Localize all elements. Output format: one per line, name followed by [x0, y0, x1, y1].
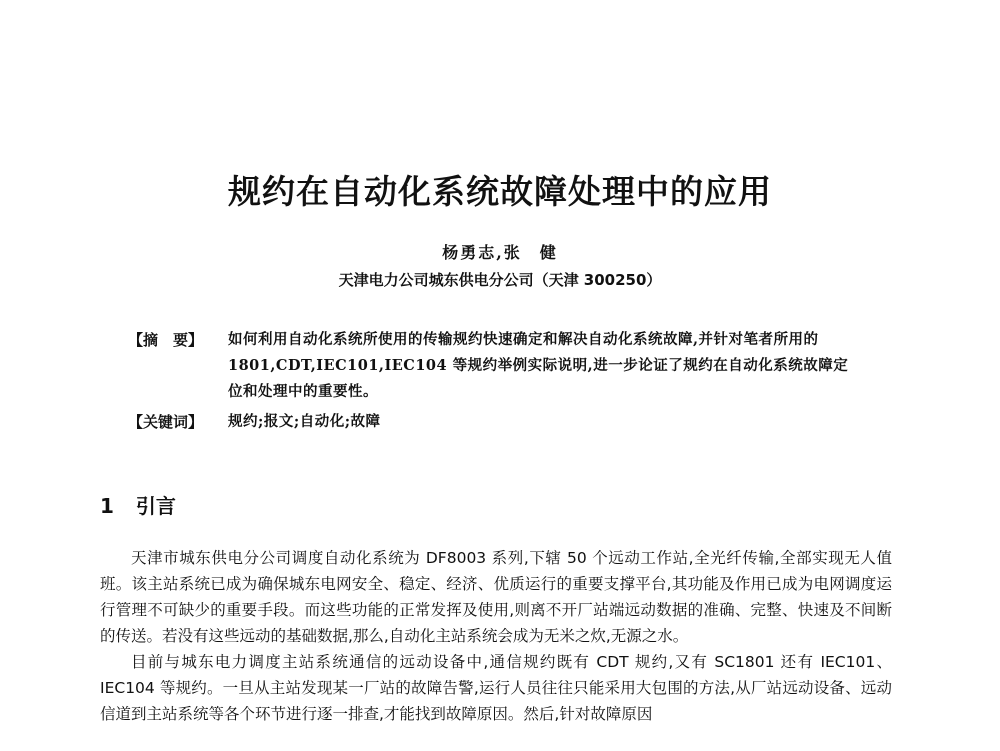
paper-title: 规约在自动化系统故障处理中的应用 [228, 172, 772, 211]
section-heading [100, 490, 176, 519]
body-text [100, 545, 892, 727]
section-title: 引言 [135, 494, 176, 518]
paper-authors: 杨勇志,张 健 [442, 243, 558, 262]
paragraph: 天津市城东供电分公司调度自动化系统为 DF8003 系列,下辖 50 个远动工作站,全光纤传输,全部实现无人值班。该主站系统已成为确保城东电网安全、稳定、经济、优质运行的重要支撑平台,其功能及作用已成为电网调度运行管理不可缺少的重要手段。而这些功能的正常发挥及使用,则离不开厂站端远动数据的准确、完整、快速及不间断的传送。若没有这些远动的基础数据,那么,自动化主站系统会成为无米之炊,无源之水。 [100, 549, 892, 645]
abstract-label: 【摘 要】 [128, 331, 204, 349]
paper-affiliation: 天津电力公司城东供电分公司（天津 300250） [338, 271, 662, 289]
keywords-label: 【关键词】 [128, 413, 204, 431]
abstract-section [128, 327, 868, 405]
keywords-text: 规约;报文;自动化;故障 [228, 413, 381, 430]
paragraph: 目前与城东电力调度主站系统通信的远动设备中,通信规约既有 CDT 规约,又有 SC1801 还有 IEC101、IEC104 等规约。一旦从主站发现某一厂站的故障告警,运行人员往往只能采用大包围的方法,从厂站远动设备、远动信道到主站系统等各个环节进行逐一排查,才能找到故障原因。然后,针对故障原因 [100, 653, 892, 723]
keywords-section [128, 409, 868, 435]
abstract-text: 如何利用自动化系统所使用的传输规约快速确定和解决自动化系统故障,并针对笔者所用的 1801,CDT,IEC101,IEC104 等规约举例实际说明,进一步论证了规约在自动化系统故障定位和处理中的重要性。 [228, 331, 849, 400]
section-number: 1 [100, 494, 114, 518]
